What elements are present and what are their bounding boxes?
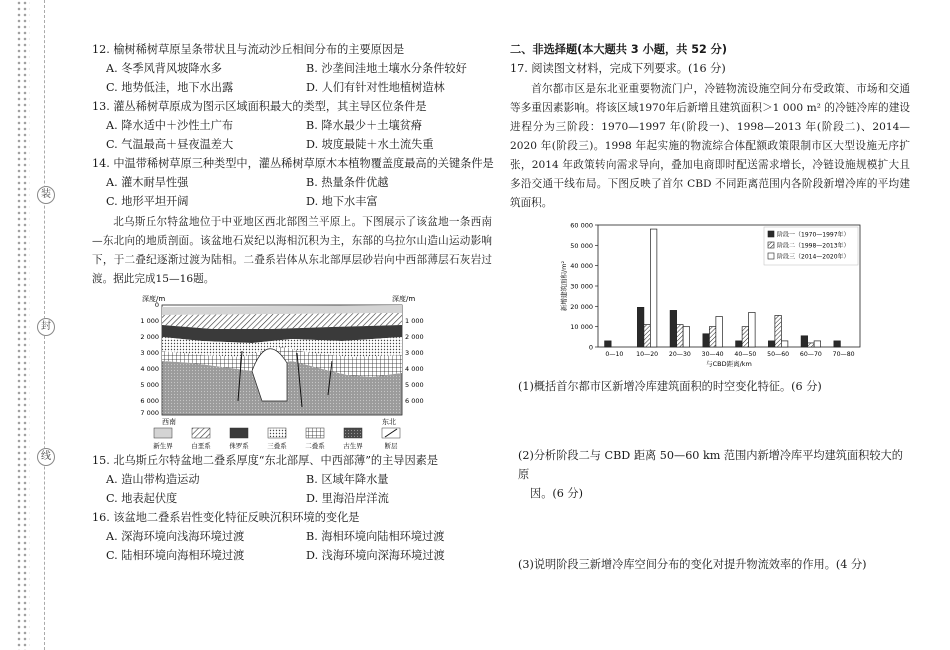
left-column bbox=[92, 40, 492, 565]
y-tick-label: 30 000 bbox=[570, 282, 593, 291]
x-tick-label: 50—60 bbox=[767, 351, 790, 358]
q14-stem: 14. 中温带稀树草原三种类型中，灌丛稀树草原木本植物覆盖度最高的关键条件是 bbox=[92, 157, 494, 170]
bar bbox=[736, 341, 743, 347]
y-tick-label: 10 000 bbox=[570, 323, 593, 332]
bar bbox=[637, 307, 644, 347]
right-column bbox=[510, 40, 910, 574]
q12-options bbox=[92, 59, 492, 97]
q17-sub3: (3)说明阶段三新增冷库空间分布的变化对提升物流效率的作用。(4 分) bbox=[518, 558, 867, 571]
bar bbox=[749, 312, 756, 347]
x-tick-label: 30—40 bbox=[701, 351, 724, 358]
bar bbox=[677, 325, 684, 347]
q15-16-intro: 北乌斯丘尔特盆地位于中亚地区西北部图兰平原上。下图展示了该盆地一条西南—东北向的地质剖面。该盆地石炭纪以海相沉积为主，东部的乌拉尔山造山运动影响下，于二叠纪逐渐过渡为陆相。二叠系岩体从东北部厚层砂岩向中西部薄层石灰岩过渡。据此完成15—16题。 bbox=[92, 216, 492, 285]
legend-swatch-cretaceous bbox=[192, 428, 210, 438]
depth-tick-left: 4 000 bbox=[140, 365, 159, 373]
depth-tick-right: 6 000 bbox=[405, 397, 424, 405]
bar bbox=[703, 334, 710, 347]
label-northeast: 东北 bbox=[382, 418, 396, 426]
legend-entry: 阶段三（2014—2020年） bbox=[777, 253, 850, 261]
depth-tick-left: 7 000 bbox=[140, 409, 159, 417]
x-axis-label: 与CBD距离/km bbox=[706, 360, 752, 368]
q15-option-a: A. 造山带构造运动 bbox=[106, 473, 200, 486]
depth-tick-left: 0 bbox=[154, 301, 159, 309]
x-tick-label: 60—70 bbox=[799, 351, 822, 358]
depth-ticks-left bbox=[140, 301, 159, 417]
legend-swatch-cenozoic bbox=[154, 428, 172, 438]
depth-tick-right: 2 000 bbox=[405, 333, 424, 341]
q13-stem: 13. 灌丛稀树草原成为图示区域面积最大的类型，其主导区位条件是 bbox=[92, 100, 427, 113]
q14-option-a: A. 灌木耐旱性强 bbox=[106, 176, 189, 189]
section-legend bbox=[153, 428, 400, 450]
q13-option-b: B. 降水最少＋土壤贫瘠 bbox=[306, 119, 423, 132]
bar bbox=[801, 336, 808, 347]
q17-sub1: (1)概括首尔都市区新增冷库建筑面积的时空变化特征。(6 分) bbox=[518, 380, 822, 393]
bar bbox=[683, 327, 690, 347]
cold-storage-bar-chart bbox=[510, 215, 910, 375]
legend-fault: 断层 bbox=[384, 442, 398, 450]
q12-option-a: A. 冬季风背风坡降水多 bbox=[106, 62, 222, 75]
bar bbox=[605, 341, 612, 347]
legend-cenozoic: 新生界 bbox=[153, 442, 173, 450]
bar bbox=[644, 325, 651, 347]
depth-tick-right: 4 000 bbox=[405, 365, 424, 373]
y-tick-label: 20 000 bbox=[570, 302, 593, 311]
section-heading: 二、非选择题(本大题共 3 小题，共 52 分) bbox=[510, 43, 727, 56]
q12-stem: 12. 榆树稀树草原呈条带状且与流动沙丘相间分布的主要原因是 bbox=[92, 43, 405, 56]
depth-label-left: 深度/m bbox=[142, 295, 166, 303]
q16-option-d: D. 浅海环境向深海环境过渡 bbox=[306, 549, 445, 562]
depth-tick-left: 1 000 bbox=[140, 317, 159, 325]
q17-stem: 17. 阅读图文材料，完成下列要求。(16 分) bbox=[510, 62, 726, 75]
bar bbox=[814, 341, 821, 347]
x-tick-label: 0—10 bbox=[605, 351, 624, 358]
depth-tick-left: 5 000 bbox=[140, 381, 159, 389]
depth-tick-right: 5 000 bbox=[405, 381, 424, 389]
legend-swatch bbox=[768, 253, 774, 259]
q13-option-d: D. 坡度最陡＋水土流失重 bbox=[306, 138, 434, 151]
y-tick-label: 0 bbox=[588, 343, 593, 352]
binding-dots bbox=[16, 0, 30, 650]
label-southwest: 西南 bbox=[162, 418, 176, 426]
q12-option-d: D. 人们有针对性地植树造林 bbox=[306, 81, 445, 94]
depth-tick-right: 3 000 bbox=[405, 349, 424, 357]
binding-mark-zhuang: 装 bbox=[37, 186, 55, 204]
legend-entry: 阶段二（1998—2013年） bbox=[777, 242, 850, 250]
q15-stem: 15. 北乌斯丘尔特盆地二叠系厚度“东北部厚、中西部薄”的主导因素是 bbox=[92, 454, 439, 467]
binding-mark-xian: 线 bbox=[37, 448, 55, 466]
depth-tick-left: 3 000 bbox=[140, 349, 159, 357]
q14-options bbox=[92, 173, 492, 211]
q13-option-a: A. 降水适中＋沙性土广布 bbox=[106, 119, 234, 132]
bar bbox=[650, 229, 657, 347]
q15-option-c: C. 地表起伏度 bbox=[106, 492, 178, 505]
depth-tick-right: 1 000 bbox=[405, 317, 424, 325]
y-axis-label: 新增建筑面积/m² bbox=[560, 260, 568, 312]
q16-options bbox=[92, 527, 492, 565]
bar bbox=[742, 327, 749, 347]
y-tick-label: 50 000 bbox=[570, 241, 593, 250]
legend-swatch bbox=[768, 242, 774, 248]
q16-option-a: A. 深海环境向浅海环境过渡 bbox=[106, 530, 245, 543]
q17-sub2-line2: 因。(6 分) bbox=[530, 487, 583, 500]
q17-material: 首尔都市区是东北亚重要物流门户，冷链物流设施空间分布受政策、市场和交通等多重因素影响。将该区域1970年后新增且建筑面积＞1 000 m² 的冷链冷库的建设进程分为三阶段：1970—1997 年(阶段一)、1998—2013 年(阶段二)、2014—2020 年(阶段三)。1998 年起实施的物流综合体配额政策限制市区大型设施无序扩张，2014 年政策转向需求导向，叠加电商即时配送需求增长，冷链设施规模扩大且多沿交通干线布局。下图反映了首尔 CBD 不同距离范围内各阶段新增冷库的平均建筑面积。 bbox=[510, 83, 910, 209]
legend-triassic: 三叠系 bbox=[267, 442, 287, 450]
q14-option-b: B. 热量条件优越 bbox=[306, 176, 389, 189]
q15-options bbox=[92, 470, 492, 508]
q14-option-c: C. 地形平坦开阔 bbox=[106, 195, 189, 208]
legend-swatch bbox=[768, 231, 774, 237]
geologic-cross-section bbox=[92, 291, 492, 451]
legend-swatch-jurassic bbox=[230, 428, 248, 438]
bar bbox=[768, 341, 775, 347]
depth-tick-left: 6 000 bbox=[140, 397, 159, 405]
x-tick-label: 10—20 bbox=[636, 351, 659, 358]
q15-option-b: B. 区域年降水量 bbox=[306, 473, 389, 486]
depth-label-right: 深度/m bbox=[392, 295, 416, 303]
legend-paleozoic: 古生界 bbox=[343, 442, 363, 450]
x-tick-label: 40—50 bbox=[734, 351, 757, 358]
q12-option-b: B. 沙垄间洼地土壤水分条件较好 bbox=[306, 62, 467, 75]
q15-option-d: D. 里海沿岸洋流 bbox=[306, 492, 389, 505]
bar bbox=[709, 327, 716, 347]
q13-options bbox=[92, 116, 492, 154]
x-tick-label: 70—80 bbox=[832, 351, 855, 358]
y-tick-label: 40 000 bbox=[570, 262, 593, 271]
q16-option-c: C. 陆相环境向海相环境过渡 bbox=[106, 549, 245, 562]
depth-tick-left: 2 000 bbox=[140, 333, 159, 341]
legend-jurassic: 侏罗系 bbox=[229, 442, 249, 450]
legend-cretaceous: 白垩系 bbox=[191, 442, 211, 450]
q16-stem: 16. 该盆地二叠系岩性变化特征反映沉积环境的变化是 bbox=[92, 511, 360, 524]
binding-mark-feng: 封 bbox=[37, 318, 55, 336]
legend-swatch-permian bbox=[306, 428, 324, 438]
q12-option-c: C. 地势低洼，地下水出露 bbox=[106, 81, 234, 94]
bar bbox=[834, 341, 841, 347]
q13-option-c: C. 气温最高＋昼夜温差大 bbox=[106, 138, 234, 151]
x-tick-label: 20—30 bbox=[668, 351, 691, 358]
q17-sub2-line1: (2)分析阶段二与 CBD 距离 50—60 km 范围内新增冷库平均建筑面积较大的原 bbox=[518, 449, 903, 481]
binding-margin bbox=[0, 0, 58, 650]
depth-ticks-right bbox=[405, 317, 424, 405]
legend-permian: 二叠系 bbox=[305, 442, 325, 450]
y-tick-label: 60 000 bbox=[570, 221, 593, 230]
bar bbox=[775, 315, 782, 347]
q16-option-b: B. 海相环境向陆相环境过渡 bbox=[306, 530, 445, 543]
legend-entry: 阶段一（1970—1997年） bbox=[777, 231, 850, 239]
legend-swatch-triassic bbox=[268, 428, 286, 438]
bar bbox=[716, 317, 723, 348]
bar bbox=[781, 341, 788, 347]
legend-swatch-paleozoic bbox=[344, 428, 362, 438]
bar bbox=[808, 343, 815, 347]
q14-option-d: D. 地下水丰富 bbox=[306, 195, 378, 208]
bar bbox=[670, 310, 677, 347]
